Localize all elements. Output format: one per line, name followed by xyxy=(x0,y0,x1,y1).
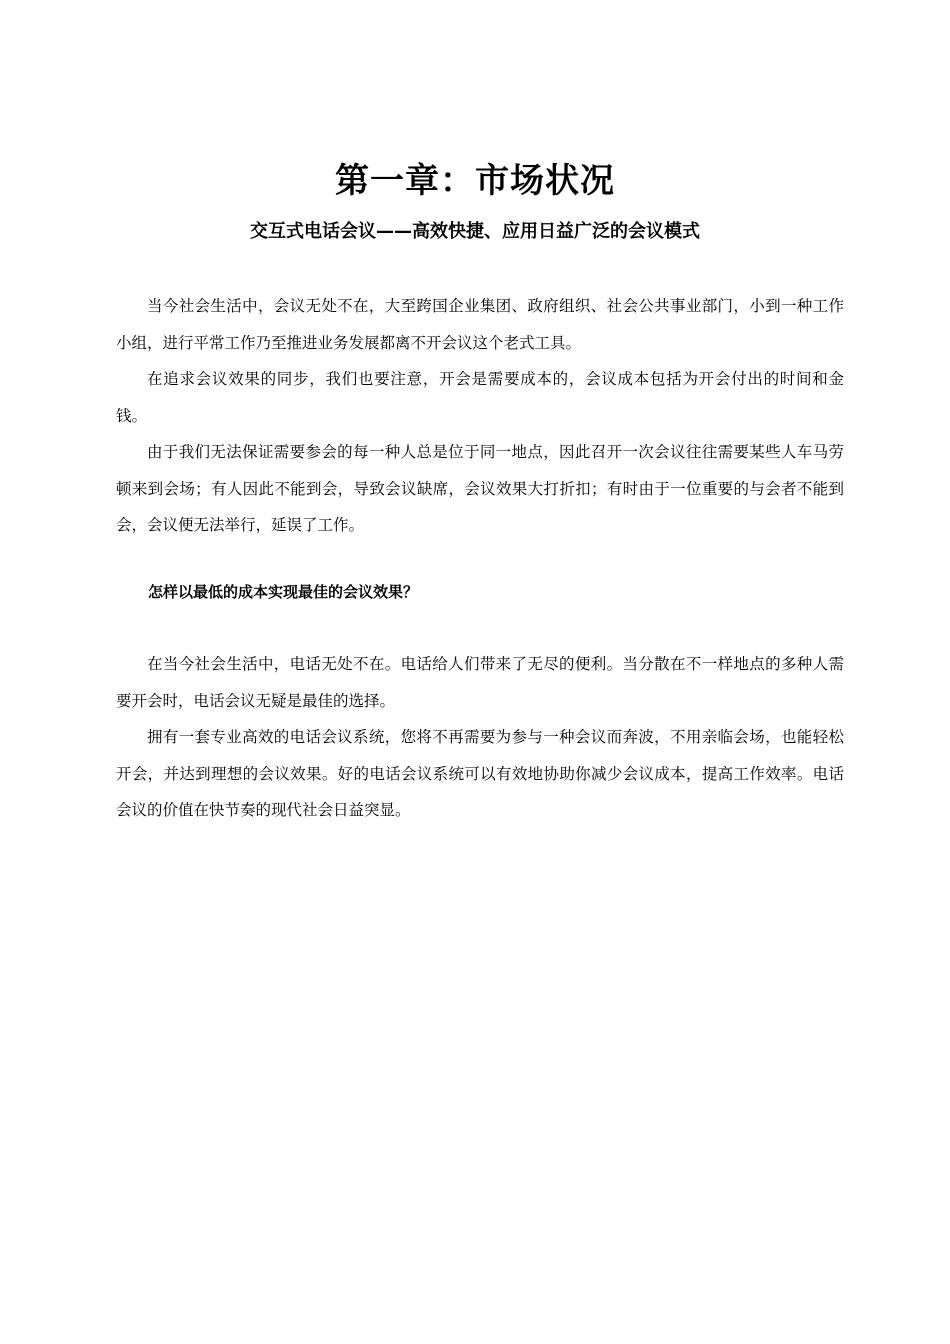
answer-paragraph-2: 拥有一套专业高效的电话会议系统，您将不再需要为参与一种会议而奔波，不用亲临会场，也能轻松开会，并达到理想的会议效果。好的电话会议系统可以有效地协助你减少会议成本，提高工作效率。电话会议的价值在快节奏的现代社会日益突显。 xyxy=(116,728,844,819)
intro-paragraph-1: 当今社会生活中，会议无处不在，大至跨国企业集团、政府组织、社会公共事业部门，小到一种工作小组，进行平常工作乃至推进业务发展都离不开会议这个老式工具。 xyxy=(116,297,844,352)
answer-section xyxy=(116,646,844,829)
subtitle: 交互式电话会议——高效快捷、应用日益广泛的会议模式 xyxy=(250,221,700,242)
intro-section xyxy=(116,288,844,544)
question-heading: 怎样以最低的成本实现最佳的会议效果？ xyxy=(148,583,419,601)
intro-paragraph-2: 在追求会议效果的同步，我们也要注意，开会是需要成本的，会议成本包括为开会付出的时间和金钱。 xyxy=(116,370,844,425)
intro-paragraph-3: 由于我们无法保证需要参会的每一种人总是位于同一地点，因此召开一次会议往往需要某些人车马劳顿来到会场；有人因此不能到会，导致会议缺席，会议效果大打折扣；有时由于一位重要的与会者不能到会，会议便无法举行，延误了工作。 xyxy=(116,443,844,534)
answer-paragraph-1: 在当今社会生活中，电话无处不在。电话给人们带来了无尽的便利。当分散在不一样地点的多种人需要开会时，电话会议无疑是最佳的选择。 xyxy=(116,655,844,710)
chapter-title: 第一章：市场状况 xyxy=(335,161,615,201)
